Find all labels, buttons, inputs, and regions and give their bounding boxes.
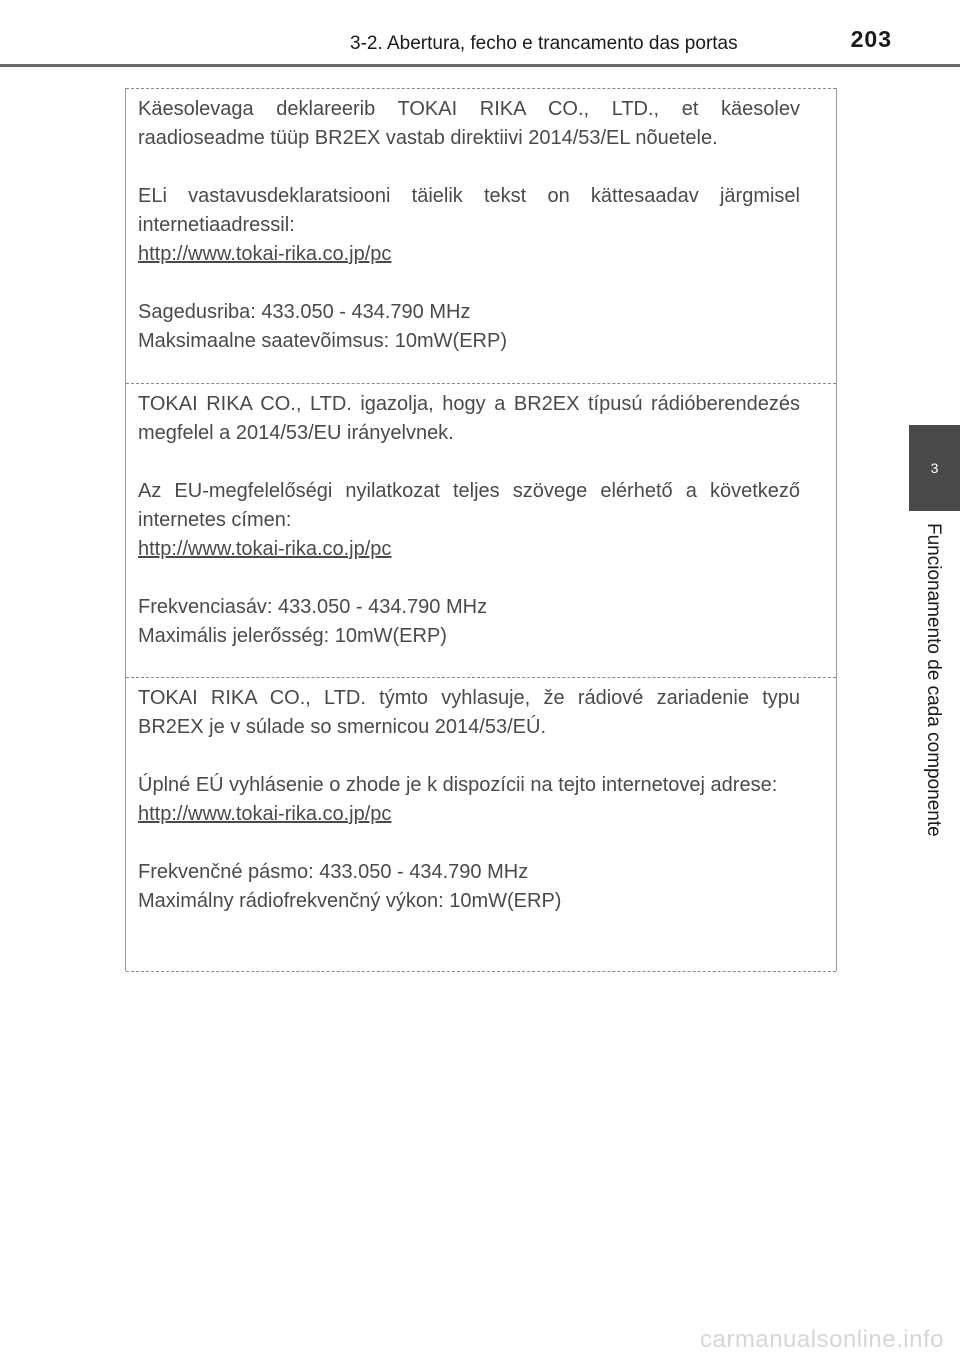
address-intro: Az EU-megfelelőségi nyilatkozat teljes szövege elérhető a következő internetes címen: bbox=[138, 480, 800, 531]
declaration-statement: Käesolevaga deklareerib TOKAI RIKA CO., LTD., et käesolev raadioseadme tüüp BR2EX vastab direktiivi 2014/53/EL nõuetele. bbox=[138, 98, 800, 149]
chapter-label: Funcionamento de cada componente bbox=[923, 523, 944, 837]
declaration-link[interactable]: http://www.tokai-rika.co.jp/pc bbox=[138, 538, 392, 560]
declaration-section-slovak bbox=[126, 677, 836, 972]
watermark: carmanualsonline.info bbox=[700, 1326, 944, 1353]
declaration-statement: TOKAI RIKA CO., LTD. týmto vyhlasuje, že rádiové zariadenie typu BR2EX je v súlade so smernicou 2014/53/EÚ. bbox=[138, 687, 800, 738]
radio-specs bbox=[138, 593, 800, 651]
declaration-box bbox=[125, 88, 837, 971]
frequency-band: Sagedusriba: 433.050 - 434.790 MHz bbox=[138, 301, 471, 323]
declaration-address-text bbox=[138, 182, 800, 269]
max-power: Maximális jelerősség: 10mW(ERP) bbox=[138, 625, 447, 647]
max-power: Maximálny rádiofrekvenčný výkon: 10mW(ERP) bbox=[138, 890, 562, 912]
declaration-section-hungarian bbox=[126, 383, 836, 678]
radio-specs bbox=[138, 858, 800, 916]
address-intro: ELi vastavusdeklaratsiooni täielik tekst on kättesaadav järgmisel internetiaadressil: bbox=[138, 185, 800, 236]
declaration-link[interactable]: http://www.tokai-rika.co.jp/pc bbox=[138, 803, 392, 825]
max-power: Maksimaalne saatevõimsus: 10mW(ERP) bbox=[138, 330, 507, 352]
declaration-address-text bbox=[138, 771, 800, 829]
page-number: 203 bbox=[850, 26, 892, 52]
radio-specs bbox=[138, 298, 800, 356]
section-title: 3-2. Abertura, fecho e trancamento das portas bbox=[350, 33, 738, 54]
frequency-band: Frekvenčné pásmo: 433.050 - 434.790 MHz bbox=[138, 861, 529, 883]
address-intro: Úplné EÚ vyhlásenie o zhode je k dispozícii na tejto internetovej adrese: bbox=[138, 774, 778, 796]
declaration-section-estonian bbox=[126, 88, 836, 384]
header-divider bbox=[0, 64, 960, 67]
declaration-address-text bbox=[138, 477, 800, 564]
declaration-statement: TOKAI RIKA CO., LTD. igazolja, hogy a BR2EX típusú rádióberendezés megfelel a 2014/53/EU irányelvnek. bbox=[138, 393, 800, 444]
declaration-link[interactable]: http://www.tokai-rika.co.jp/pc bbox=[138, 243, 392, 265]
chapter-number: 3 bbox=[930, 460, 939, 476]
chapter-tab bbox=[909, 425, 960, 511]
page-header bbox=[0, 0, 960, 66]
frequency-band: Frekvenciasáv: 433.050 - 434.790 MHz bbox=[138, 596, 488, 618]
